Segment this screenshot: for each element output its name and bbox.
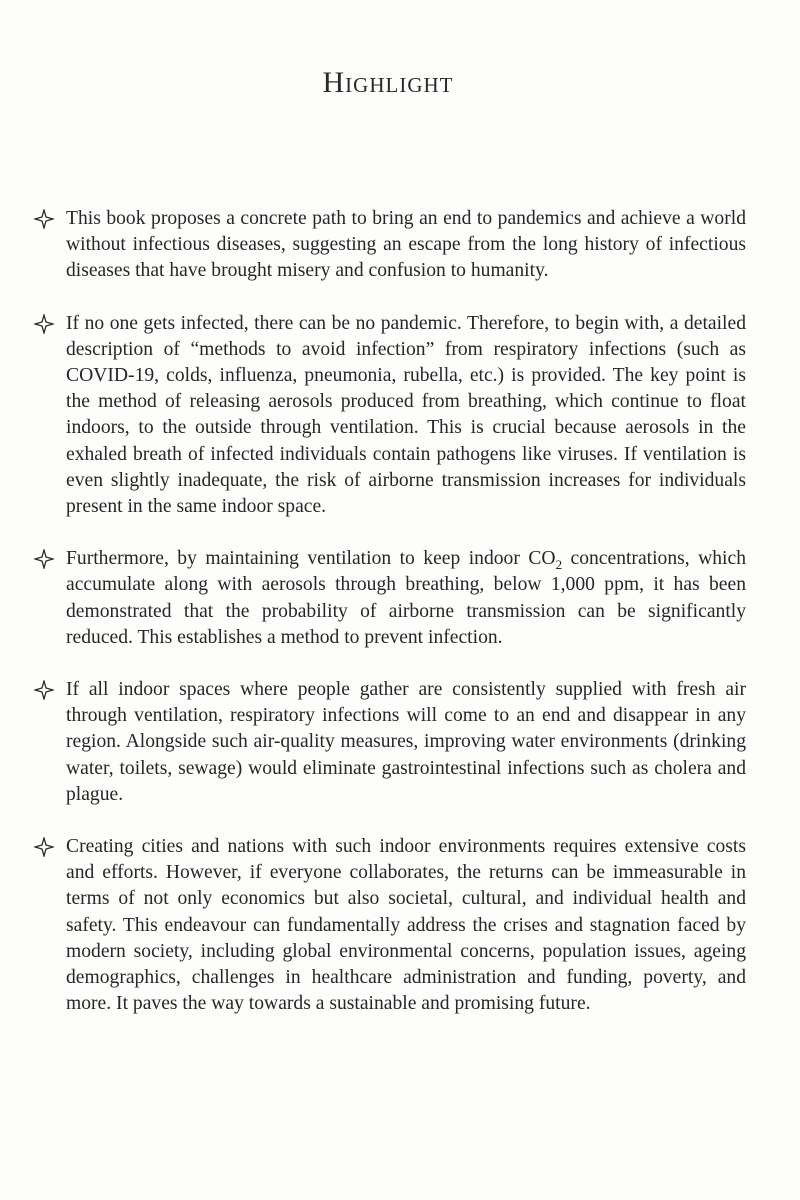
highlight-list [34,206,746,1043]
bullet-text-part: Furthermore, by maintaining ventilation to keep indoor CO [66,548,556,570]
bullet-text: This book proposes a concrete path to bring an end to pandemics and achieve a world without infectious diseases, suggesting an escape from the long history of infectious diseases that have brought misery and confusion to humanity. [66,208,746,282]
bullet-text [66,546,746,651]
list-item [34,206,746,285]
four-point-star-icon [34,206,66,232]
four-point-star-icon [34,546,66,572]
list-item [34,546,746,651]
list-item [34,677,746,808]
list-item [34,311,746,521]
four-point-star-icon [34,677,66,703]
bullet-text: If all indoor spaces where people gather are consistently supplied with fresh air through ventilation, respiratory infections will come to an end and disappear in any region. Alongside such air-quality measures, improving water environments (drinking water, toilets, sewage) would eliminate gastrointestinal infections such as cholera and plague. [66,679,746,805]
four-point-star-icon [34,311,66,337]
page-title: Highlight [322,66,454,99]
subscript-two: 2 [555,557,563,573]
four-point-star-icon [34,834,66,860]
list-item [34,834,746,1017]
bullet-text: Creating cities and nations with such indoor environments requires extensive costs and efforts. However, if everyone collaborates, the returns can be immeasurable in terms of not only economics but also societal, cultural, and individual health and safety. This endeavour can fundamentally address the crises and stagnation faced by modern society, including global environmental concerns, population issues, ageing demographics, challenges in healthcare administration and funding, poverty, and more. It paves the way towards a sustainable and promising future. [66,836,746,1015]
bullet-text: If no one gets infected, there can be no pandemic. Therefore, to begin with, a detailed description of “methods to avoid infection” from respiratory infections (such as COVID-19, colds, influenza, pneumonia, rubella, etc.) is provided. The key point is the method of releasing aerosols produced from breathing, which continue to float indoors, to the outside through ventilation. This is crucial because aerosols in the exhaled breath of infected individuals contain pathogens like viruses. If ventilation is even slightly inadequate, the risk of airborne transmission increases for individuals present in the same indoor space. [66,312,746,518]
bullet-text-part: concentrations, which accumulate along with aerosols through breathing, below 1,000 ppm, it has been demonstrated that the probability of airborne transmission can be significantly reduced. This establishes a method to prevent infection. [66,548,746,648]
